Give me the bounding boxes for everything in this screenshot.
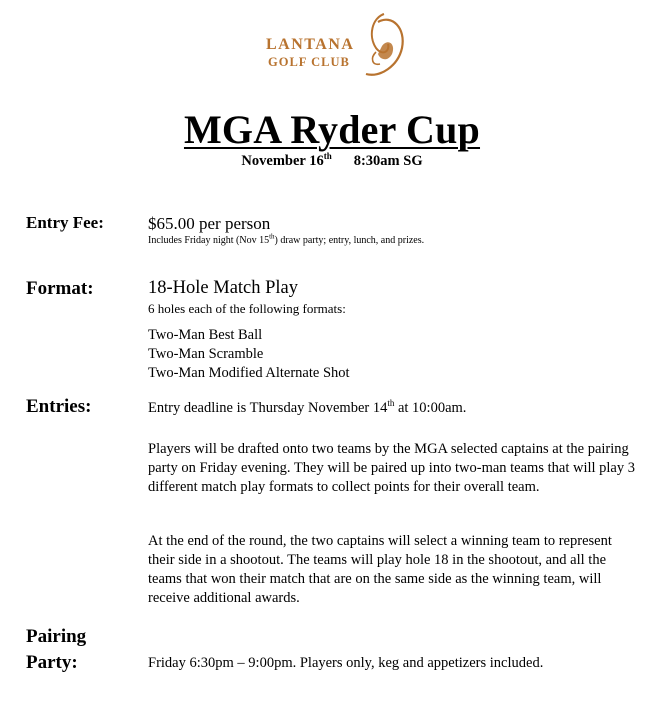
format-list bbox=[148, 326, 648, 383]
logo-text-lantana: LANTANA bbox=[266, 36, 355, 53]
format-item: Two-Man Modified Alternate Shot bbox=[148, 365, 350, 382]
entry-fee-note: Includes Friday night (Nov 15th) draw party; entry, lunch, and prizes. bbox=[148, 232, 425, 246]
event-date-suffix: th bbox=[323, 151, 332, 162]
entries-deadline: Entry deadline is Thursday November 14th at 10:00am. bbox=[148, 398, 467, 416]
pairing-label-line2: Party: bbox=[26, 652, 78, 673]
pairing-label-line1: Pairing bbox=[26, 626, 87, 647]
logo-text-golf-club: GOLF CLUB bbox=[268, 55, 350, 69]
format-item: Two-Man Best Ball bbox=[148, 327, 263, 343]
entry-fee-price: $65.00 per person bbox=[148, 214, 271, 233]
event-time: 8:30am SG bbox=[353, 153, 423, 169]
entry-fee-label: Entry Fee: bbox=[26, 213, 104, 232]
entries-shootout-paragraph: At the end of the round, the two captains will select a winning team to represent their side in a shootout. The teams will play hole 18 in the shootout, and all the teams that won their match that are on the same side as the winning team, will receive additional awards. bbox=[148, 533, 612, 607]
format-heading: 18-Hole Match Play bbox=[148, 278, 299, 298]
format-intro: 6 holes each of the following formats: bbox=[148, 301, 346, 316]
format-label: Format: bbox=[26, 278, 94, 299]
entries-label: Entries: bbox=[26, 396, 92, 417]
entries-draft-paragraph: Players will be drafted onto two teams by the MGA selected captains at the pairing party on Friday evening. They will be paired up into two-man teams that will play 3 different match play formats to collect points for their overall team. bbox=[148, 441, 635, 496]
event-date: November 16 bbox=[241, 153, 324, 169]
butterfly-logo-icon bbox=[362, 8, 408, 88]
event-date-time bbox=[0, 153, 664, 170]
pairing-party-details: Friday 6:30pm – 9:00pm. Players only, keg and appetizers included. bbox=[148, 655, 544, 671]
page-title: MGA Ryder Cup bbox=[183, 107, 481, 152]
format-item: Two-Man Scramble bbox=[148, 346, 264, 363]
